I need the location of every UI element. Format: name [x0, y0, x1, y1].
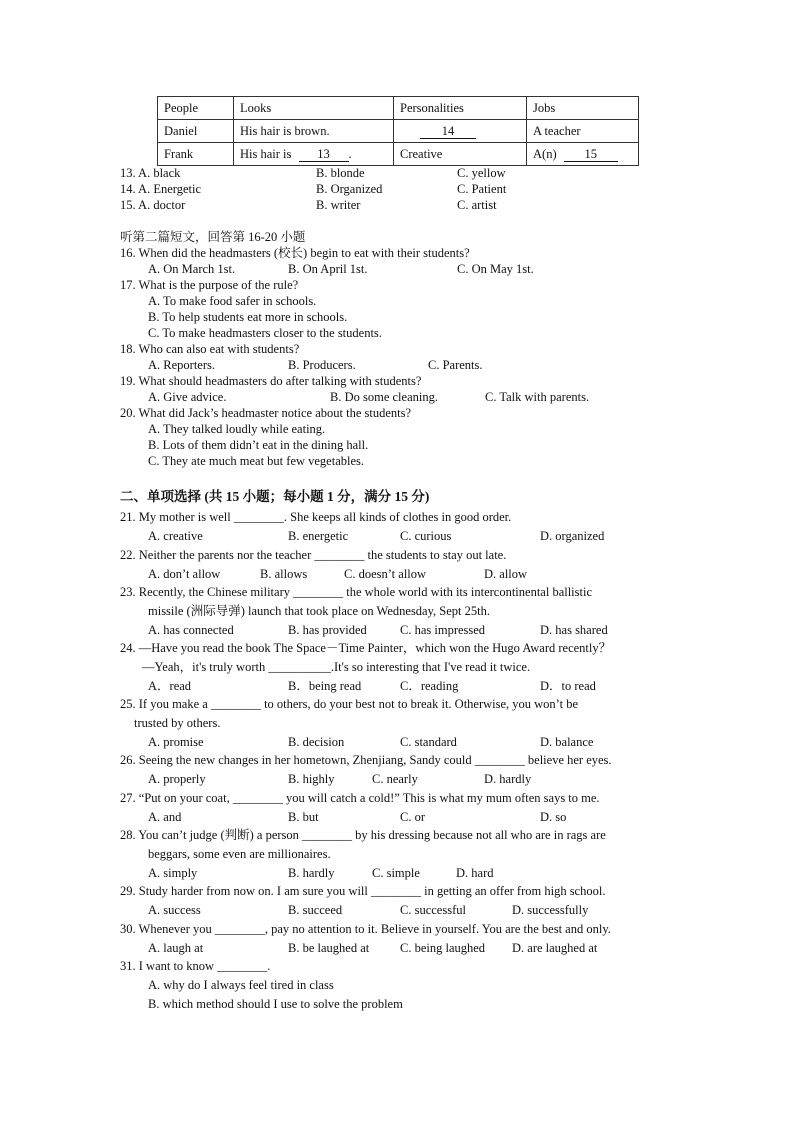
question-text: 18. Who can also eat with students?: [120, 342, 300, 356]
option-text: A. creative: [148, 529, 203, 543]
option-text: A. properly: [148, 772, 206, 786]
option-text: A. and: [148, 810, 182, 824]
option-text: B. decision: [288, 735, 345, 749]
question-text: —Yeah，it's truly worth __________.It's so interesting that I've read it twice.: [142, 660, 531, 674]
question-text: 14. A. Energetic: [120, 182, 201, 196]
option-text: B. Producers.: [288, 358, 356, 372]
option-text: C. artist: [457, 198, 497, 212]
option-text: B. highly: [288, 772, 335, 786]
question-text: 15. A. doctor: [120, 198, 186, 212]
option-text: B. Do some cleaning.: [330, 390, 438, 404]
option-text: A. On March 1st.: [148, 262, 236, 276]
option-text: C. yellow: [457, 166, 506, 180]
option-text: C. Patient: [457, 182, 507, 196]
question-text: 25. If you make a ________ to others, do your best not to break it. Otherwise, you won’t be: [120, 697, 579, 711]
table-header: Looks: [234, 97, 394, 120]
cell-text: .: [348, 147, 352, 161]
table-header: Personalities: [394, 97, 527, 120]
question-text: 16. When did the headmasters (校长) begin to eat with their students?: [120, 246, 470, 260]
table-row: [158, 143, 639, 166]
option-text: B. On April 1st.: [288, 262, 368, 276]
option-text: B. Organized: [316, 182, 383, 196]
question-text: trusted by others.: [134, 716, 221, 730]
question-text: 24. —Have you read the book The Space－Time Painter，which won the Hugo Award recently？: [120, 641, 612, 655]
table-cell: Daniel: [158, 120, 234, 143]
section-title: 二、单项选择 (共 15 小题；每小题 1 分，满分 15 分): [120, 489, 430, 504]
option-text: D. successfully: [512, 903, 589, 917]
table-cell: [234, 143, 394, 166]
question-text: 22. Neither the parents nor the teacher ________ the students to stay out late.: [120, 548, 507, 562]
question-text: 21. My mother is well ________. She keeps all kinds of clothes in good order.: [120, 510, 512, 524]
question-text: 20. What did Jack’s headmaster notice about the students?: [120, 406, 412, 420]
option-text: D. has shared: [540, 623, 608, 637]
option-text: A. Give advice.: [148, 390, 227, 404]
option-text: C．reading: [400, 679, 459, 693]
option-text: A. Reporters.: [148, 358, 215, 372]
option-text: A. To make food safer in schools.: [148, 294, 317, 308]
question-text: 30. Whenever you ________, pay no attention to it. Believe in yourself. You are the best and only.: [120, 922, 611, 936]
option-text: C. standard: [400, 735, 457, 749]
option-text: C. To make headmasters closer to the students.: [148, 326, 382, 340]
table-cell: [394, 120, 527, 143]
option-text: B. hardly: [288, 866, 335, 880]
option-text: B. allows: [260, 567, 308, 581]
option-text: C. has impressed: [400, 623, 486, 637]
section-heading: 听第二篇短文，回答第 16-20 小题: [120, 230, 306, 244]
table-header-row: [158, 97, 639, 120]
question-text: 31. I want to know ________.: [120, 959, 271, 973]
table-header: Jobs: [527, 97, 639, 120]
option-text: B. blonde: [316, 166, 365, 180]
cell-text: A(n): [533, 147, 557, 161]
option-text: D. balance: [540, 735, 594, 749]
option-text: A. promise: [148, 735, 204, 749]
option-text: A. success: [148, 903, 201, 917]
option-text: C. Parents.: [428, 358, 483, 372]
table-cell: Frank: [158, 143, 234, 166]
option-text: A. has connected: [148, 623, 234, 637]
option-text: B. succeed: [288, 903, 343, 917]
table-cell: [527, 143, 639, 166]
option-text: B. be laughed at: [288, 941, 370, 955]
option-text: C. successful: [400, 903, 466, 917]
option-text: C. Talk with parents.: [485, 390, 590, 404]
option-text: D. are laughed at: [512, 941, 598, 955]
option-text: C. or: [400, 810, 425, 824]
option-text: A. laugh at: [148, 941, 204, 955]
question-text: 19. What should headmasters do after talking with students?: [120, 374, 422, 388]
question-text: 17. What is the purpose of the rule?: [120, 278, 299, 292]
option-text: A．read: [148, 679, 192, 693]
question-text: 26. Seeing the new changes in her hometown, Zhenjiang, Sandy could ________ believe her eyes.: [120, 753, 612, 767]
option-text: D．to read: [540, 679, 596, 693]
option-text: C. simple: [372, 866, 420, 880]
option-text: C. On May 1st.: [457, 262, 534, 276]
option-text: D. organized: [540, 529, 605, 543]
option-text: B. has provided: [288, 623, 367, 637]
option-text: D. hardly: [484, 772, 532, 786]
option-text: B. which method should I use to solve the problem: [148, 997, 403, 1011]
question-text: missile (洲际导弹) launch that took place on Wednesday, Sept 25th.: [148, 604, 490, 618]
option-text: A. simply: [148, 866, 198, 880]
option-text: B. writer: [316, 198, 361, 212]
answer-blank: 13: [299, 148, 349, 162]
option-text: A. They talked loudly while eating.: [148, 422, 326, 436]
option-text: B. To help students eat more in schools.: [148, 310, 348, 324]
table-cell: His hair is brown.: [234, 120, 394, 143]
answer-blank: 14: [420, 125, 476, 139]
option-text: D. allow: [484, 567, 528, 581]
table-cell: Creative: [394, 143, 527, 166]
people-table: [157, 96, 639, 166]
question-text: 29. Study harder from now on. I am sure you will ________ in getting an offer from high school.: [120, 884, 606, 898]
cell-text: His hair is: [240, 147, 292, 161]
option-text: C. doesn’t allow: [344, 567, 427, 581]
table-header: People: [158, 97, 234, 120]
option-text: B. Lots of them didn’t eat in the dining hall.: [148, 438, 369, 452]
option-text: B. but: [288, 810, 319, 824]
table-row: [158, 120, 639, 143]
question-text: 13. A. black: [120, 166, 181, 180]
question-text: 27. “Put on your coat, ________ you will catch a cold!” This is what my mum often says to me.: [120, 791, 600, 805]
option-text: B. energetic: [288, 529, 349, 543]
answer-blank: 15: [564, 148, 618, 162]
option-text: A. why do I always feel tired in class: [148, 978, 334, 992]
table-cell: A teacher: [527, 120, 639, 143]
option-text: C. being laughed: [400, 941, 486, 955]
option-text: A. don’t allow: [148, 567, 221, 581]
option-text: B．being read: [288, 679, 362, 693]
option-text: C. nearly: [372, 772, 418, 786]
option-text: C. curious: [400, 529, 452, 543]
option-text: C. They ate much meat but few vegetables.: [148, 454, 365, 468]
question-text: 28. You can’t judge (判断) a person ________ by his dressing because not all who are in rags are: [120, 828, 606, 842]
question-text: 23. Recently, the Chinese military ________ the whole world with its intercontinental ballistic: [120, 585, 593, 599]
question-text: beggars, some even are millionaires.: [148, 847, 331, 861]
option-text: D. so: [540, 810, 567, 824]
option-text: D. hard: [456, 866, 494, 880]
